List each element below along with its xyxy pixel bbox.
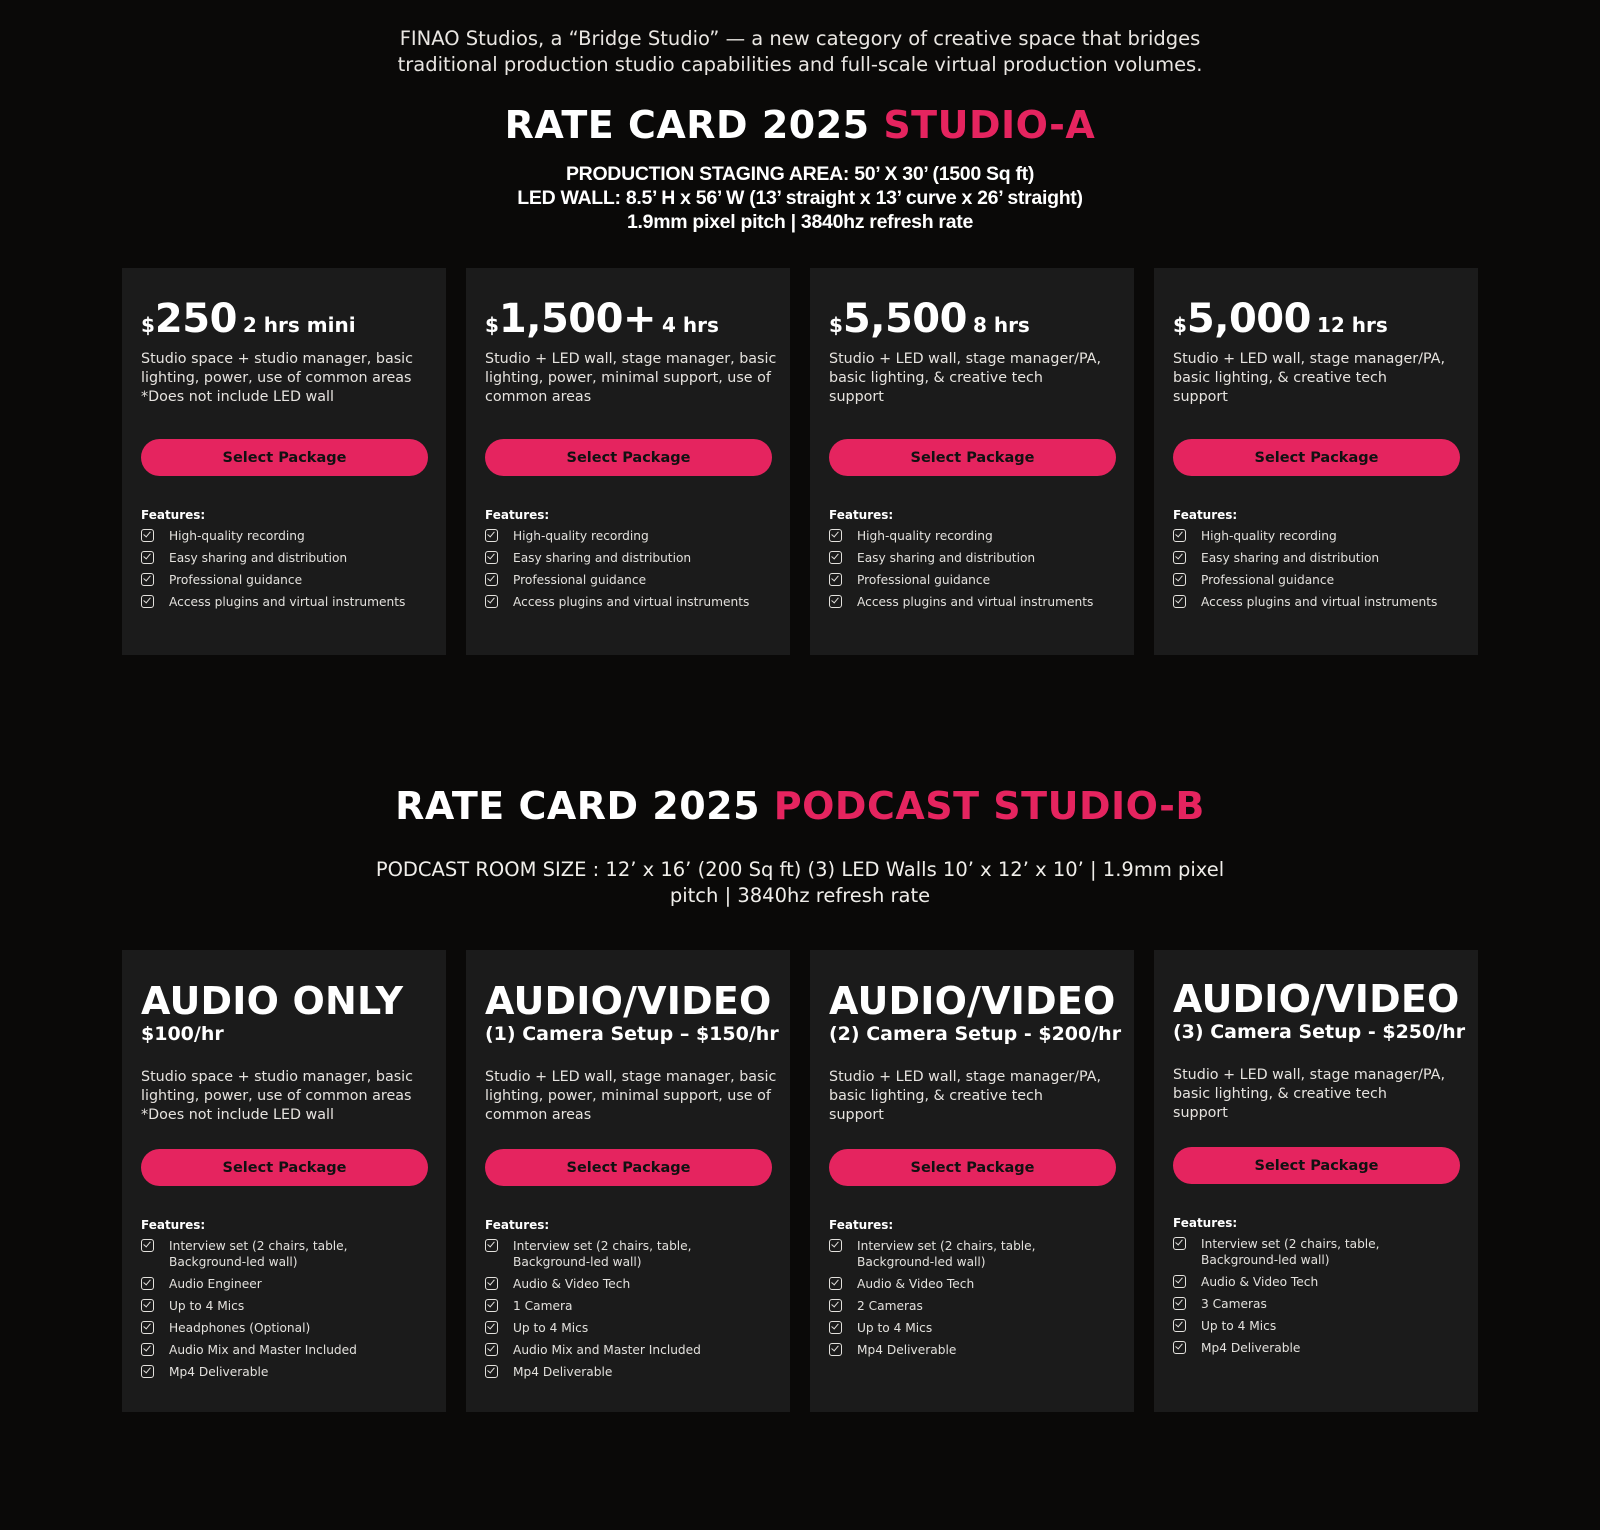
price-amount: 1,500+ (498, 296, 656, 342)
features-list (485, 1238, 775, 1386)
studio-b-title (0, 783, 1600, 829)
checkbox-check-icon (1173, 529, 1186, 542)
feature-item (1173, 572, 1463, 588)
package-description (1173, 350, 1463, 407)
feature-item (485, 1276, 775, 1292)
select-package-button[interactable]: Select Package (141, 439, 428, 476)
package-title: AUDIO/VIDEO (829, 979, 1116, 1023)
package-description (485, 350, 775, 407)
feature-item (829, 1238, 1119, 1270)
studio-a-title (0, 102, 1600, 148)
studio-a-title-prefix: RATE CARD 2025 (504, 103, 884, 147)
feature-text: Audio & Video Tech (857, 1277, 975, 1291)
checkbox-check-icon (1173, 573, 1186, 586)
feature-text: Up to 4 Mics (1201, 1319, 1277, 1333)
feature-item (829, 594, 1119, 610)
podcast-card (122, 950, 446, 1412)
features-label: Features: (485, 1218, 550, 1232)
checkbox-check-icon (141, 551, 154, 564)
feature-text: Mp4 Deliverable (513, 1365, 613, 1379)
feature-item (829, 1342, 1119, 1358)
features-list (1173, 528, 1463, 616)
features-list (1173, 1236, 1463, 1362)
checkbox-check-icon (1173, 595, 1186, 608)
feature-text: Mp4 Deliverable (1201, 1341, 1301, 1355)
package-rate: (2) Camera Setup - $200/hr (829, 1023, 1122, 1045)
package-description (485, 1068, 775, 1125)
description-line: Studio + LED wall, stage manager/PA, (1173, 1067, 1445, 1083)
description-line: basic lighting, & creative tech (1173, 370, 1387, 386)
package-description (829, 1068, 1119, 1125)
feature-item (485, 1238, 775, 1270)
spec-staging-area: PRODUCTION STAGING AREA: 50’ X 30’ (1500 Sq ft) (565, 163, 1035, 185)
feature-text: Easy sharing and distribution (513, 551, 692, 565)
price-row (141, 296, 356, 342)
checkbox-check-icon (829, 529, 842, 542)
studio-b-title-accent: PODCAST STUDIO-B (773, 784, 1205, 828)
description-line: Studio + LED wall, stage manager/PA, (829, 351, 1101, 367)
pricing-card (122, 268, 446, 655)
checkbox-check-icon (1173, 551, 1186, 564)
pricing-card (1154, 268, 1478, 655)
description-line: lighting, power, minimal support, use of (485, 370, 771, 386)
feature-text: 1 Camera (513, 1299, 573, 1313)
description-line: lighting, power, use of common areas (141, 1088, 412, 1104)
card-heading (829, 980, 1121, 1046)
description-line: basic lighting, & creative tech (829, 370, 1043, 386)
card-heading (1173, 978, 1465, 1044)
package-title: AUDIO/VIDEO (1173, 977, 1460, 1021)
intro-line-2: traditional production studio capabilities and full-scale virtual production volumes. (397, 53, 1203, 76)
description-line: Studio + LED wall, stage manager/PA, (1173, 351, 1445, 367)
feature-item (485, 1342, 775, 1358)
podcast-specs-line-1: PODCAST ROOM SIZE : 12’ x 16’ (200 Sq ft) (3) LED Walls 10’ x 12’ x 10’ | 1.9mm pixel (375, 858, 1225, 881)
checkbox-check-icon (829, 1239, 842, 1252)
spec-pixel-pitch: 1.9mm pixel pitch | 3840hz refresh rate (627, 211, 973, 233)
package-title: AUDIO ONLY (141, 979, 404, 1023)
feature-item (1173, 594, 1463, 610)
feature-text: Access plugins and virtual instruments (1201, 595, 1438, 609)
feature-text: Access plugins and virtual instruments (169, 595, 406, 609)
package-title: AUDIO/VIDEO (485, 979, 772, 1023)
package-rate: (1) Camera Setup – $150/hr (485, 1023, 779, 1045)
features-label: Features: (829, 508, 894, 522)
feature-text: Audio & Video Tech (1201, 1275, 1319, 1289)
checkbox-check-icon (829, 1299, 842, 1312)
checkbox-check-icon (829, 1277, 842, 1290)
feature-text: Interview set (2 chairs, table, Background-led wall) (857, 1239, 1036, 1269)
checkbox-check-icon (1173, 1319, 1186, 1332)
feature-item (485, 594, 775, 610)
checkbox-check-icon (829, 551, 842, 564)
checkbox-check-icon (141, 1321, 154, 1334)
package-rate: (3) Camera Setup - $250/hr (1173, 1021, 1466, 1043)
checkbox-check-icon (1173, 1341, 1186, 1354)
feature-item (829, 1276, 1119, 1292)
feature-text: Up to 4 Mics (857, 1321, 933, 1335)
feature-text: High-quality recording (169, 529, 305, 543)
description-line: Studio + LED wall, stage manager, basic (485, 351, 777, 367)
feature-item (829, 572, 1119, 588)
feature-item (1173, 1296, 1463, 1312)
feature-text: 3 Cameras (1201, 1297, 1267, 1311)
checkbox-check-icon (141, 1277, 154, 1290)
feature-text: Professional guidance (1201, 573, 1335, 587)
checkbox-check-icon (485, 1343, 498, 1356)
description-line: Studio space + studio manager, basic (141, 351, 414, 367)
feature-text: Mp4 Deliverable (857, 1343, 957, 1357)
checkbox-check-icon (485, 1321, 498, 1334)
package-description (1173, 1066, 1463, 1123)
feature-text: 2 Cameras (857, 1299, 923, 1313)
feature-item (141, 1342, 431, 1358)
studio-a-specs (0, 162, 1600, 234)
description-line: basic lighting, & creative tech (1173, 1086, 1387, 1102)
feature-text: Easy sharing and distribution (1201, 551, 1380, 565)
feature-text: Easy sharing and distribution (857, 551, 1036, 565)
features-label: Features: (485, 508, 550, 522)
price-row (1173, 296, 1388, 342)
podcast-card (1154, 950, 1478, 1412)
package-rate: $100/hr (141, 1023, 224, 1045)
checkbox-check-icon (485, 595, 498, 608)
features-label: Features: (1173, 1216, 1238, 1230)
features-list (485, 528, 775, 616)
feature-item (829, 550, 1119, 566)
select-package-button[interactable]: Select Package (829, 1149, 1116, 1186)
card-heading (485, 980, 779, 1046)
features-label: Features: (141, 1218, 206, 1232)
description-line: support (1173, 389, 1228, 405)
feature-item (141, 528, 431, 544)
feature-item (141, 1238, 431, 1270)
feature-item (485, 1320, 775, 1336)
features-list (141, 528, 431, 616)
feature-item (1173, 550, 1463, 566)
checkbox-check-icon (1173, 1237, 1186, 1250)
checkbox-check-icon (485, 551, 498, 564)
select-package-button[interactable]: Select Package (141, 1149, 428, 1186)
checkbox-check-icon (141, 595, 154, 608)
feature-item (829, 1320, 1119, 1336)
feature-text: Interview set (2 chairs, table, Background-led wall) (1201, 1237, 1380, 1267)
feature-text: Easy sharing and distribution (169, 551, 348, 565)
price-currency: $ (1173, 313, 1187, 337)
feature-text: Interview set (2 chairs, table, Background-led wall) (513, 1239, 692, 1269)
feature-text: Audio Engineer (169, 1277, 262, 1291)
checkbox-check-icon (141, 573, 154, 586)
checkbox-check-icon (485, 529, 498, 542)
price-row (829, 296, 1030, 342)
feature-text: Professional guidance (857, 573, 991, 587)
package-description (141, 1068, 431, 1125)
checkbox-check-icon (485, 1299, 498, 1312)
price-duration: 8 hrs (972, 313, 1030, 337)
feature-item (829, 1298, 1119, 1314)
feature-item (1173, 1274, 1463, 1290)
intro-line-1: FINAO Studios, a “Bridge Studio” — a new category of creative space that bridges (399, 27, 1201, 50)
feature-item (1173, 1236, 1463, 1268)
description-line: lighting, power, minimal support, use of (485, 1088, 771, 1104)
feature-item (141, 1276, 431, 1292)
spec-led-wall: LED WALL: 8.5’ H x 56’ W (13’ straight x 13’ curve x 26’ straight) (517, 187, 1083, 209)
podcast-specs-line-2: pitch | 3840hz refresh rate (669, 884, 931, 907)
feature-text: Professional guidance (169, 573, 303, 587)
feature-item (141, 1364, 431, 1380)
checkbox-check-icon (485, 573, 498, 586)
features-label: Features: (141, 508, 206, 522)
price-duration: 4 hrs (661, 313, 719, 337)
checkbox-check-icon (141, 1343, 154, 1356)
studio-b-specs (0, 857, 1600, 909)
feature-item (1173, 1318, 1463, 1334)
checkbox-check-icon (141, 1239, 154, 1252)
description-line: basic lighting, & creative tech (829, 1088, 1043, 1104)
select-package-button[interactable]: Select Package (1173, 439, 1460, 476)
select-package-button[interactable]: Select Package (485, 439, 772, 476)
feature-item (485, 550, 775, 566)
feature-text: High-quality recording (1201, 529, 1337, 543)
description-line: Studio + LED wall, stage manager/PA, (829, 1069, 1101, 1085)
feature-text: Audio Mix and Master Included (169, 1343, 357, 1357)
checkbox-check-icon (829, 573, 842, 586)
feature-item (1173, 528, 1463, 544)
feature-item (829, 528, 1119, 544)
features-list (141, 1238, 431, 1386)
feature-text: Up to 4 Mics (513, 1321, 589, 1335)
feature-text: High-quality recording (513, 529, 649, 543)
feature-text: Mp4 Deliverable (169, 1365, 269, 1379)
price-amount: 5,500 (842, 296, 967, 342)
features-label: Features: (1173, 508, 1238, 522)
description-line: common areas (485, 389, 592, 405)
feature-item (141, 594, 431, 610)
description-line: support (1173, 1105, 1228, 1121)
feature-item (485, 1298, 775, 1314)
price-duration: 2 hrs mini (242, 313, 356, 337)
description-line: Studio + LED wall, stage manager, basic (485, 1069, 777, 1085)
price-duration: 12 hrs (1316, 313, 1388, 337)
pricing-card (466, 268, 790, 655)
pricing-card (810, 268, 1134, 655)
checkbox-check-icon (485, 1277, 498, 1290)
description-line: Studio space + studio manager, basic (141, 1069, 414, 1085)
checkbox-check-icon (141, 529, 154, 542)
checkbox-check-icon (1173, 1275, 1186, 1288)
price-currency: $ (485, 313, 499, 337)
checkbox-check-icon (829, 1343, 842, 1356)
price-row (485, 296, 719, 342)
features-label: Features: (829, 1218, 894, 1232)
podcast-card (810, 950, 1134, 1412)
feature-item (141, 1320, 431, 1336)
description-line: *Does not include LED wall (141, 1107, 334, 1123)
feature-text: Headphones (Optional) (169, 1321, 311, 1335)
checkbox-check-icon (141, 1365, 154, 1378)
feature-item (485, 572, 775, 588)
feature-item (141, 1298, 431, 1314)
intro-text (0, 26, 1600, 78)
description-line: support (829, 389, 884, 405)
price-amount: 250 (154, 296, 237, 342)
checkbox-check-icon (829, 1321, 842, 1334)
package-description (141, 350, 431, 407)
feature-text: High-quality recording (857, 529, 993, 543)
feature-item (1173, 1340, 1463, 1356)
feature-text: Audio Mix and Master Included (513, 1343, 701, 1357)
podcast-card (466, 950, 790, 1412)
feature-item (141, 550, 431, 566)
description-line: *Does not include LED wall (141, 389, 334, 405)
price-currency: $ (829, 313, 843, 337)
feature-item (485, 528, 775, 544)
checkbox-check-icon (485, 1365, 498, 1378)
price-currency: $ (141, 313, 155, 337)
feature-text: Up to 4 Mics (169, 1299, 245, 1313)
description-line: common areas (485, 1107, 592, 1123)
description-line: lighting, power, use of common areas (141, 370, 412, 386)
checkbox-check-icon (485, 1239, 498, 1252)
features-list (829, 528, 1119, 616)
studio-a-title-accent: STUDIO-A (883, 103, 1096, 147)
feature-text: Access plugins and virtual instruments (857, 595, 1094, 609)
studio-b-title-prefix: RATE CARD 2025 (395, 784, 774, 828)
checkbox-check-icon (1173, 1297, 1186, 1310)
description-line: support (829, 1107, 884, 1123)
select-package-button[interactable]: Select Package (1173, 1147, 1460, 1184)
features-list (829, 1238, 1119, 1364)
card-heading (141, 980, 403, 1046)
checkbox-check-icon (829, 595, 842, 608)
feature-text: Interview set (2 chairs, table, Background-led wall) (169, 1239, 348, 1269)
feature-item (485, 1364, 775, 1380)
feature-text: Access plugins and virtual instruments (513, 595, 750, 609)
select-package-button[interactable]: Select Package (829, 439, 1116, 476)
feature-text: Audio & Video Tech (513, 1277, 631, 1291)
feature-item (141, 572, 431, 588)
checkbox-check-icon (141, 1299, 154, 1312)
select-package-button[interactable]: Select Package (485, 1149, 772, 1186)
feature-text: Professional guidance (513, 573, 647, 587)
package-description (829, 350, 1119, 407)
price-amount: 5,000 (1186, 296, 1311, 342)
